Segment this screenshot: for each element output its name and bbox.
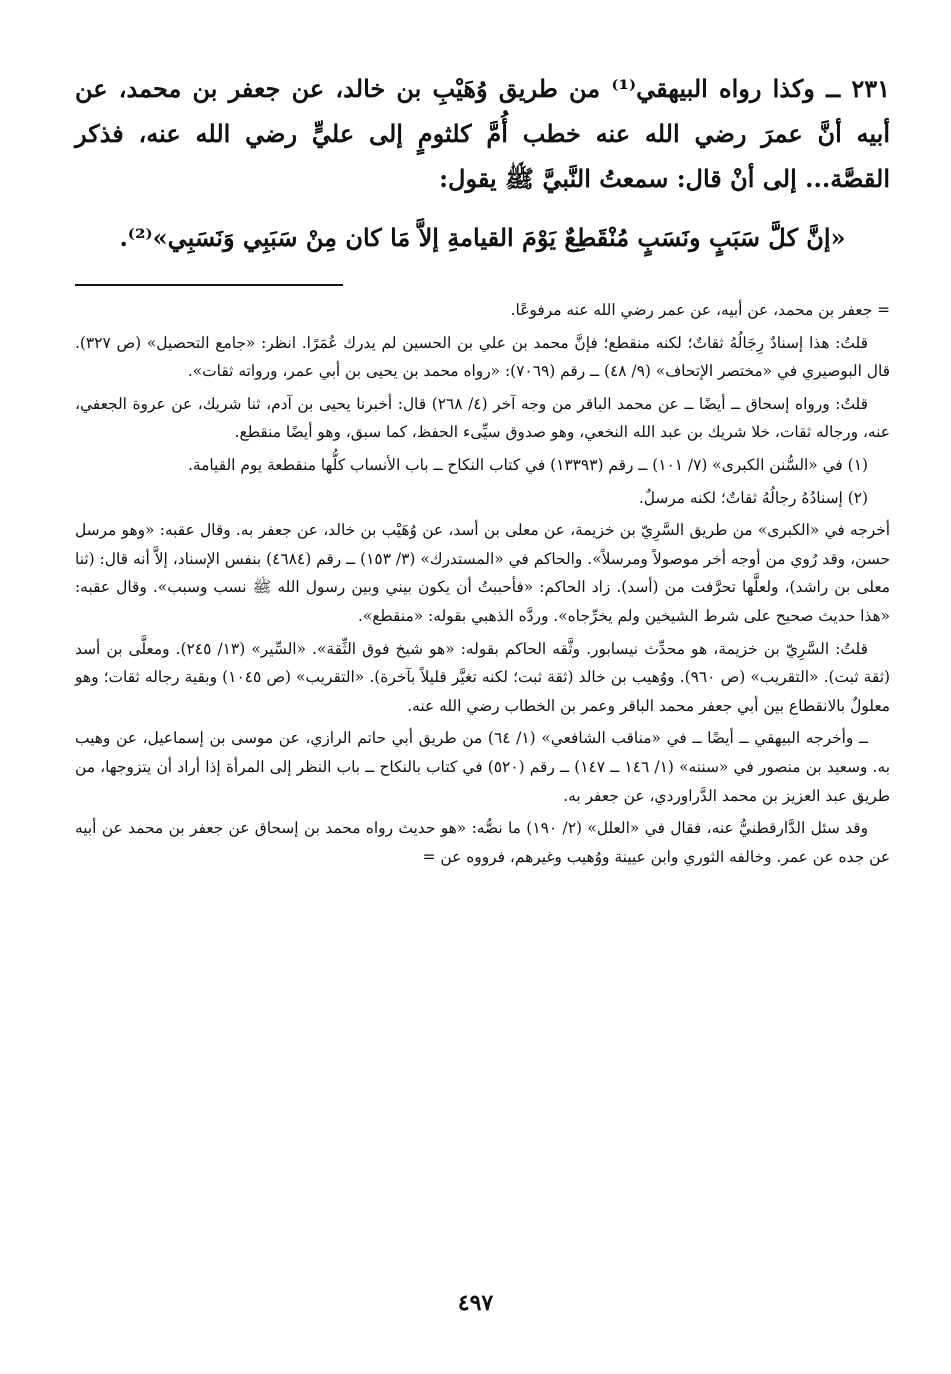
footnote-paragraph: ــ وأخرجه البيهقي ــ أيضًا ــ في «مناقب الشافعي» (١/ ٦٤) من طريق أبي حاتم الرازي، عن موسى بن إسماعيل، عن وهيب به. وسعيد بن منصور في «سننه» (١/ ١٤٦ ــ ١٤٧) ــ رقم (٥٢٠) في كتاب بالنكاح ــ باب النظر إلى المرأة إذا أراد أن يتزوجها، من طريق عبد العزيز بن محمد الدَّراوردي، عن جعفر به. xyxy=(75,729,890,805)
footnote-continuation: = جعفر بن محمد، عن أبيه، عن عمر رضي الله عنه مرفوعًا. xyxy=(510,301,890,319)
footnote-separator xyxy=(75,284,343,286)
footnote-2: (٢) إسنادُهُ رجالُهُ ثقاتٌ؛ لكنه مرسلٌ. xyxy=(638,488,868,507)
page-number: ٤٩٧ xyxy=(457,1290,494,1316)
page-body xyxy=(75,66,890,875)
main-text-block xyxy=(75,66,890,201)
footnotes xyxy=(75,296,890,871)
main-paragraph: ٢٣١ ــ وكذا رواه البيهقي⁽¹⁾ من طريق وُهَيْبِ بن خالد، عن جعفر بن محمد، عن أبيه أنَّ عمرَ رضي الله عنه خطب أُمَّ كلثومٍ إلى عليٍّ رضي الله عنه، فذكر القصَّة... إلى أنْ قال: سمعتُ النَّبيَّ ﷺ يقول: xyxy=(75,74,891,193)
footnote-paragraph: قلتُ: ورواه إسحاق ــ أيضًا ــ عن محمد الباقر من وجه آخر (٤/ ٢٦٨) قال: أخبرنا يحيى بن آدم، ثنا شريك، عن عروة الجعفي، عنه، ورجاله ثقات، خلا شريك بن عبد الله النخعي، وهو صدوق سيِّىء الحفظ، كما سبق، وهو أيضًا منقطع. xyxy=(75,394,890,442)
footnote-paragraph: أخرجه في «الكبرى» من طريق السَّرِيّ بن خزيمة، عن معلى بن أسد، عن وُهَيْب بن خالد، عن جعفر به. وقال عقبه: «وهو مرسل حسن، وقد رُوي من أوجه أخر موصولاً ومرسلاً». والحاكم في «المستدرك» (٣/ ١٥٣) ــ رقم (٤٦٨٤) بنفس الإسناد، إلاَّ أنه قال: (ثنا معلى بن راشد)، ولعلَّها تحرَّفت من (أسد). زاد الحاكم: «فأحببتُ أن يكون بيني وبين رسول الله ﷺ نسب وسبب». وقال عقبه: «هذا حديث صحيح على شرط الشيخين ولم يخرِّجاه». وردَّه الذهبي بقوله: «منقطع». xyxy=(75,521,890,625)
footnote-paragraph: قلتُ: هذا إسنادٌ رِجَالُهُ ثقاتٌ؛ لكنه منقطع؛ فإنَّ محمد بن علي بن الحسين لم يدرك عُمَرًا. انظر: «جامع التحصيل» (ص ٣٢٧). قال البوصيري في «مختصر الإتحاف» (٩/ ٤٨) ــ رقم (٧٠٦٩): «رواه محمد بن يحيى بن أبي عمر، ورواته ثقات». xyxy=(75,333,890,381)
hadith-quote: «إنَّ كلَّ سَبَبٍ ونَسَبٍ مُنْقَطِعٌ يَوْمَ القيامةِ إلاَّ مَا كان مِنْ سَبَبِي وَنَسَبِي»⁽²⁾. xyxy=(119,223,846,252)
footnote-paragraph: وقد سئل الدَّارقطنيُّ عنه، فقال في «العلل» (٢/ ١٩٠) ما نصُّه: «هو حديث رواه محمد بن إسحاق عن جعفر بن محمد عن أبيه عن جده عن عمر. وخالفه الثوري وابن عيينة ووُهيب وغيرهم، فرووه عن = xyxy=(75,819,890,866)
footnote-1: (١) في «السُّنن الكبرى» (٧/ ١٠١) ــ رقم (١٣٣٩٣) في كتاب النكاح ــ باب الأنساب كلُّها منقطعة يوم القيامة. xyxy=(187,455,868,474)
footnote-paragraph: قلتُ: السَّرِيّ بن خزيمة، هو محدِّث نيسابور. وثَّقه الحاكم بقوله: «هو شيخ فوق الثِّقة». «السِّير» (١٣/ ٢٤٥). ومعلَّى بن أسد (ثقة ثبت). «التقريب» (ص ٩٦٠). ووُهيب بن خالد (ثقة ثبت؛ لكنه تغيَّر قليلاً بآخرة). «التقريب» (ص ١٠٤٥) وبقية رجاله ثقات؛ وهو معلولٌ بالانقطاع بين أبي جعفر محمد الباقر وعمر بن الخطاب رضي الله عنه. xyxy=(75,639,890,715)
